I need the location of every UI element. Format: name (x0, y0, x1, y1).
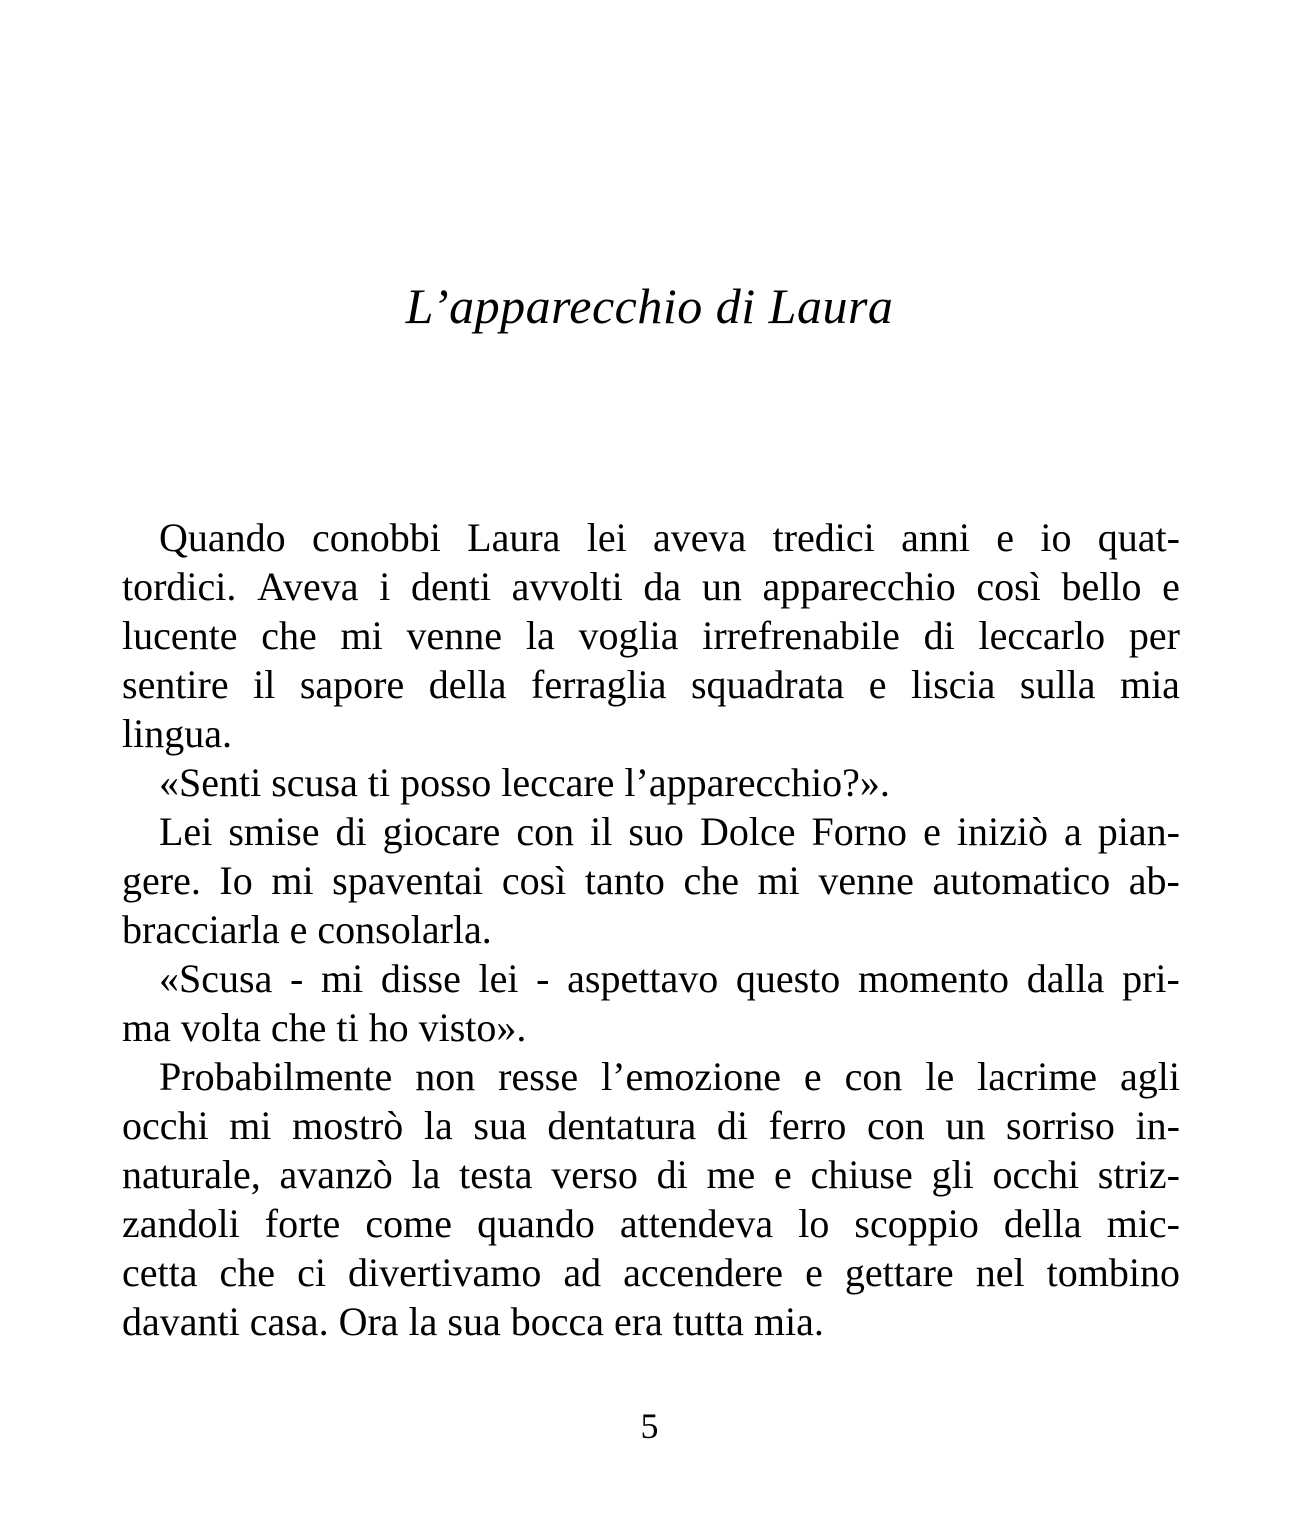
word: mostrò (292, 1103, 404, 1148)
word: mi (340, 613, 383, 658)
word: agli (1120, 1054, 1180, 1099)
word: smise (228, 809, 320, 854)
word: mi (271, 858, 314, 903)
word: striz- (1097, 1152, 1180, 1197)
word: bello (1061, 564, 1142, 609)
word: accendere (623, 1250, 784, 1295)
text-line: ma volta che ti ho visto». (122, 1005, 527, 1050)
word: che (219, 1250, 276, 1295)
word: squadrata (690, 662, 845, 707)
word: - (536, 956, 550, 1001)
text-line (122, 1052, 1180, 1101)
word: sentire (122, 662, 229, 707)
word: lei (478, 956, 519, 1001)
word: apparecchio (762, 564, 956, 609)
word: occhi (122, 1103, 209, 1148)
word: con (866, 1103, 925, 1148)
word: aspettavo (567, 956, 719, 1001)
word: occhi (992, 1152, 1080, 1197)
word: tordici. (122, 564, 237, 609)
word: di (716, 1103, 748, 1148)
text-line (122, 513, 1180, 562)
word: aveva (653, 515, 747, 560)
text-line: «Senti scusa ti posso leccare l’apparecchio?». (159, 760, 890, 805)
word: Quando (159, 515, 286, 560)
word: zandoli (122, 1201, 240, 1246)
word: della (428, 662, 507, 707)
word: testa (459, 1152, 533, 1197)
word: automatico (932, 858, 1111, 903)
word: mic- (1106, 1201, 1180, 1246)
word: e (805, 1250, 823, 1295)
word: ferraglia (531, 662, 667, 707)
word: dalla (1026, 956, 1105, 1001)
word: sulla (1019, 662, 1096, 707)
word: che (683, 858, 739, 903)
word: nel (975, 1250, 1025, 1295)
word: tombino (1046, 1250, 1180, 1295)
chapter-title: L’apparecchio di Laura (405, 278, 894, 334)
word: momento (857, 956, 1010, 1001)
word: gli (931, 1152, 974, 1197)
word: e (996, 515, 1015, 560)
word: lacrime (977, 1054, 1098, 1099)
word: giocare (382, 809, 501, 854)
word: la (525, 613, 555, 658)
word: così (976, 564, 1041, 609)
word: resse (498, 1054, 579, 1099)
word: voglia (578, 613, 679, 658)
word: quando (477, 1201, 595, 1246)
word: pian- (1097, 809, 1180, 854)
word: e (1162, 564, 1180, 609)
word: e (868, 662, 887, 707)
word: sua (473, 1103, 527, 1148)
word: le (925, 1054, 955, 1099)
word: «Scusa (159, 956, 273, 1001)
word: un (945, 1103, 986, 1148)
text-line: lingua. (122, 711, 232, 756)
word: venne (406, 613, 503, 658)
word: anni (901, 515, 970, 560)
word: di (656, 1152, 688, 1197)
word: Io (219, 858, 253, 903)
word: in- (1135, 1103, 1180, 1148)
word: disse (380, 956, 461, 1001)
word: sapore (299, 662, 405, 707)
word: mia (1119, 662, 1180, 707)
text-line: bracciarla e consolarla. (122, 907, 492, 952)
word: - (289, 956, 304, 1001)
word: io (1040, 515, 1072, 560)
word: attendeva (619, 1201, 774, 1246)
word: naturale, (122, 1152, 261, 1197)
word: verso (551, 1152, 638, 1197)
word: per (1128, 613, 1180, 658)
word: e (803, 1054, 822, 1099)
text-line: davanti casa. Ora la sua bocca era tutta mia. (122, 1299, 824, 1344)
page-number: 5 (640, 1406, 659, 1446)
word: venne (818, 858, 914, 903)
word: irrefrenabile (702, 613, 900, 658)
word: divertivamo (348, 1250, 542, 1295)
text-line (122, 807, 1180, 856)
word: cetta (122, 1250, 198, 1295)
word: ci (297, 1250, 326, 1295)
word: così (501, 858, 567, 903)
word: gettare (844, 1250, 954, 1295)
word: tredici (772, 515, 875, 560)
word: Lei (159, 809, 213, 854)
word: pri- (1122, 956, 1180, 1001)
word: lo (798, 1201, 830, 1246)
word: non (415, 1054, 476, 1099)
word: Dolce (699, 809, 796, 854)
text-line (122, 954, 1180, 1003)
word: avvolti (511, 564, 623, 609)
word: con (844, 1054, 903, 1099)
text-line (122, 1150, 1180, 1199)
word: di (335, 809, 367, 854)
word: un (701, 564, 742, 609)
word: Forno (811, 809, 908, 854)
text-line (122, 1248, 1180, 1297)
word: che (261, 613, 317, 658)
word: suo (628, 809, 684, 854)
word: mi (320, 956, 364, 1001)
word: della (1003, 1201, 1082, 1246)
word: la (411, 1152, 441, 1197)
word: il (590, 809, 613, 854)
text-line (122, 611, 1180, 660)
word: i (379, 564, 391, 609)
word: leccarlo (978, 613, 1106, 658)
word: lei (586, 515, 627, 560)
word: ferro (768, 1103, 847, 1148)
word: ad (563, 1250, 602, 1295)
word: a (1063, 809, 1082, 854)
word: da (643, 564, 682, 609)
word: me (706, 1152, 756, 1197)
text-line (122, 660, 1180, 709)
text-line (122, 1101, 1180, 1150)
text-line (122, 562, 1180, 611)
word: mi (229, 1103, 272, 1148)
word: scoppio (854, 1201, 979, 1246)
word: mi (757, 858, 800, 903)
word: tanto (584, 858, 665, 903)
word: questo (735, 956, 841, 1001)
word: quat- (1097, 515, 1180, 560)
word: denti (411, 564, 491, 609)
word: Laura (467, 515, 561, 560)
word: e (774, 1152, 792, 1197)
text-line (122, 1199, 1180, 1248)
word: con (516, 809, 575, 854)
word: iniziò (956, 809, 1048, 854)
word: Probabilmente (159, 1054, 393, 1099)
body-text (122, 513, 1180, 1346)
word: e (923, 809, 941, 854)
word: lucente (122, 613, 238, 658)
word: di (923, 613, 955, 658)
word: forte (264, 1201, 341, 1246)
word: sorriso (1006, 1103, 1115, 1148)
word: avanzò (279, 1152, 393, 1197)
word: liscia (910, 662, 996, 707)
word: gere. (122, 858, 201, 903)
word: il (253, 662, 276, 707)
word: conobbi (311, 515, 441, 560)
word: dentatura (547, 1103, 697, 1148)
word: ab- (1128, 858, 1180, 903)
word: la (423, 1103, 453, 1148)
word: chiuse (810, 1152, 913, 1197)
word: spaventai (332, 858, 484, 903)
word: come (365, 1201, 452, 1246)
word: Aveva (257, 564, 359, 609)
text-line (122, 856, 1180, 905)
word: l’emozione (601, 1054, 781, 1099)
